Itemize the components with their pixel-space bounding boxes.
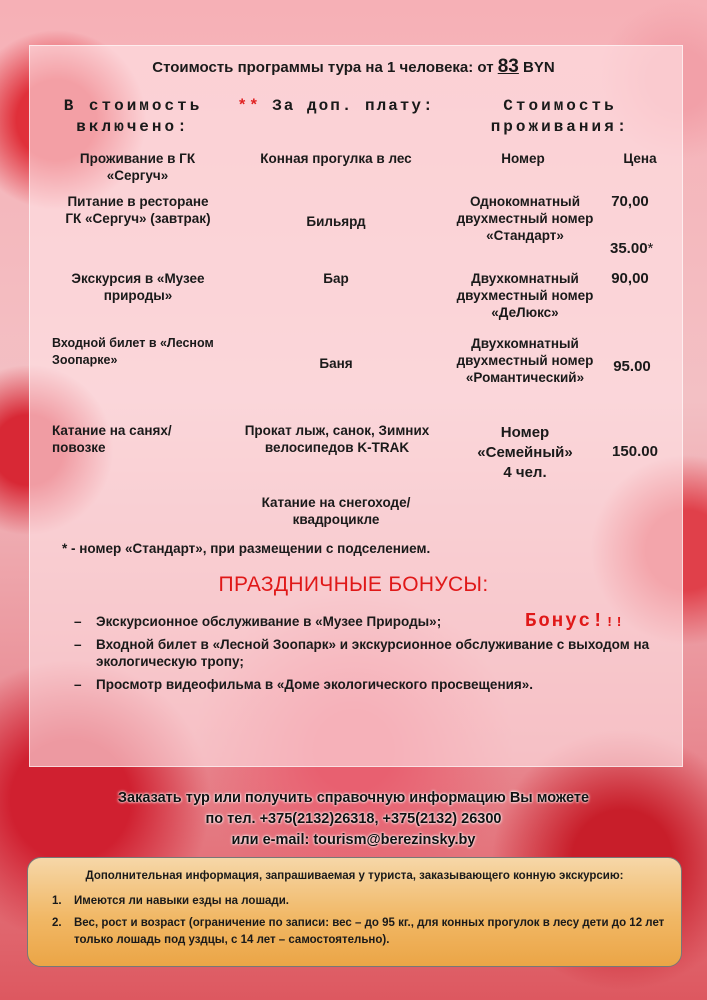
list-item-text: Просмотр видеофильма в «Доме экологического просвещения». [96, 677, 534, 692]
extra-item: Бар [323, 271, 349, 286]
included-item: Входной билет в «Лесном Зоопарке» [52, 336, 214, 367]
bullet: – [74, 637, 82, 652]
room-name: Двухкомнатный двухместный номер «ДеЛюкс» [456, 271, 594, 320]
extra-header-text: За доп. плату: [272, 97, 435, 115]
rooms-header-room: Номер [501, 151, 545, 166]
list-item-number: 2. [52, 917, 62, 929]
included-item: Питание в ресторане ГК «Сергуч» (завтрак) [65, 194, 211, 226]
bonuses-title: ПРАЗДНИЧНЫЕ БОНУСЫ: [218, 573, 489, 596]
bonus-tag-text: Бонус! [525, 610, 606, 632]
extra-item: Прокат лыж, санок, Зимних велосипедов K-TRAK [244, 423, 430, 455]
included-item: Проживание в ГК «Сергуч» [79, 151, 196, 183]
stay-header-line1: Стоимость [503, 97, 617, 115]
currency: BYN [523, 59, 555, 76]
rooms-header-price: Цена [623, 151, 657, 166]
contact-block [0, 788, 707, 851]
list-item-text: Входной билет в «Лесной Зоопарк» и экскурсионное обслуживание с выходом на экологическую тропу; [96, 637, 650, 669]
stay-header-line2: проживания: [490, 118, 630, 136]
list-item-text: Экскурсионное обслуживание в «Музее Природы»; [96, 614, 442, 629]
list-item [74, 676, 674, 693]
extra-item: Катание на снегоходе/ квадроцикле [261, 495, 411, 527]
room-price: 70,00 [611, 193, 649, 210]
room-price-shared [610, 240, 680, 257]
footnote: * - номер «Стандарт», при размещении с подселением. [62, 541, 431, 556]
contact-email: или e-mail: tourism@berezinsky.by [231, 832, 476, 848]
room-family-line2: «Семейный» [477, 444, 573, 461]
extra-item: Конная прогулка в лес [260, 151, 412, 166]
title-text: Стоимость программы тура на 1 человека: от [152, 59, 494, 76]
page-title [0, 56, 707, 78]
contact-line1: Заказать тур или получить справочную информацию Вы можете [117, 790, 590, 806]
room-family [455, 423, 595, 483]
bonuses-list [74, 613, 674, 699]
included-item: Экскурсия в «Музее природы» [71, 271, 205, 303]
bonus-tag-suffix: !! [605, 615, 625, 631]
list-item [48, 893, 668, 910]
room-price-shared-value: 35.00 [610, 240, 648, 257]
extra-header-stars: ** [237, 97, 261, 115]
contact-phones: по тел. +375(2132)26318, +375(2132) 26300 [205, 811, 502, 827]
extra-header [236, 96, 436, 117]
info-box [27, 857, 682, 967]
room-name: Однокомнатный двухместный номер «Стандарт» [456, 194, 594, 243]
room-price-shared-mark: * [647, 240, 654, 257]
included-header-line2: включено: [76, 118, 190, 136]
list-item [74, 636, 674, 670]
extra-item: Баня [319, 356, 353, 371]
included-item: Катание на санях/повозке [52, 423, 172, 455]
included-header-line1: В стоимость [63, 97, 203, 115]
room-price: 95.00 [613, 358, 651, 375]
room-family-line1: Номер [500, 424, 550, 441]
room-price: 90,00 [611, 270, 649, 287]
room-family-line3: 4 чел. [503, 464, 547, 481]
included-header [38, 96, 228, 138]
bullet: – [74, 677, 82, 692]
list-item-text: Вес, рост и возраст (ограничение по записи: вес – до 95 кг., для конных прогулок в лесу дети до 12 лет только лошадь под уздцы, с 14 лет – самостоятельно). [74, 917, 665, 946]
extra-item: Бильярд [306, 214, 366, 229]
min-price: 83 [497, 56, 519, 77]
list-item-number: 1. [52, 895, 62, 907]
stay-header [460, 96, 660, 138]
room-name: Двухкомнатный двухместный номер «Романтический» [456, 336, 594, 385]
list-item [74, 613, 496, 630]
info-list [48, 888, 668, 949]
info-heading: Дополнительная информация, запрашиваемая у туриста, заказывающего конную экскурсию: [85, 870, 624, 882]
room-price: 150.00 [612, 443, 658, 460]
list-item-text: Имеются ли навыки езды на лошади. [74, 895, 289, 907]
list-item [48, 915, 668, 949]
bullet: – [74, 614, 82, 629]
